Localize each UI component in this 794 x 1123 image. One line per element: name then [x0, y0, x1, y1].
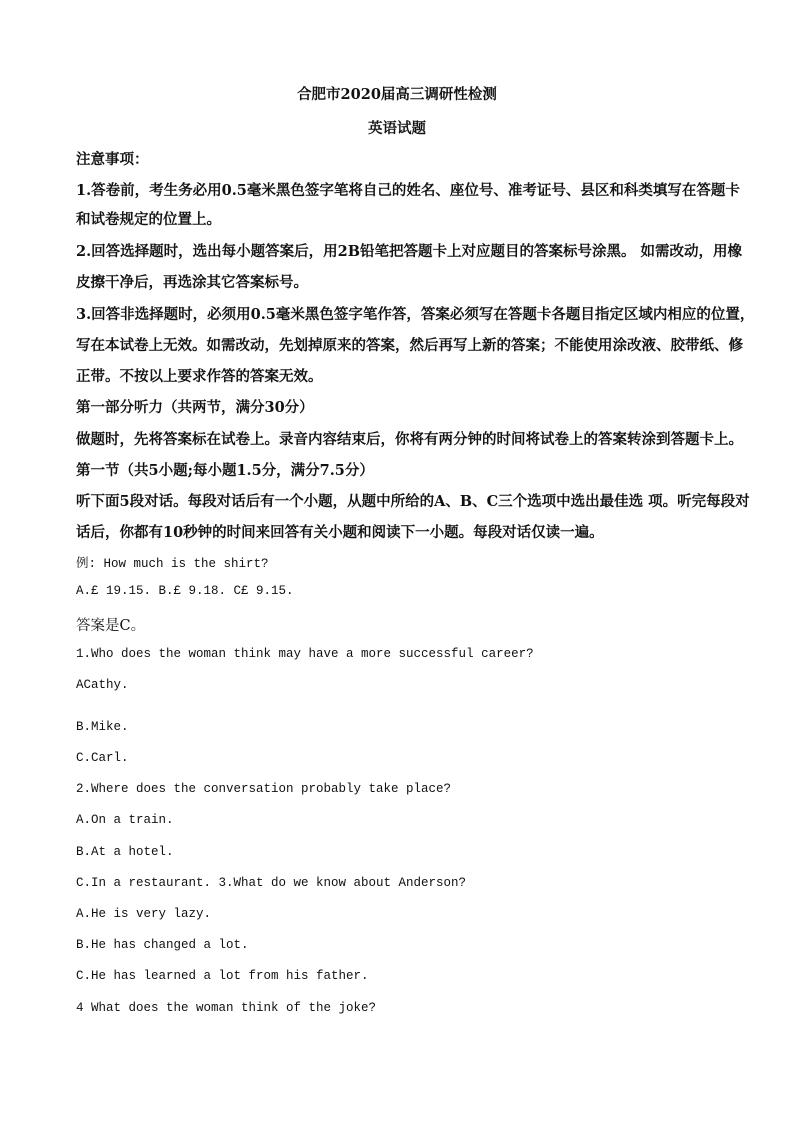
- option-line: C.Carl.: [76, 751, 129, 765]
- notes-line: 和试卷规定的位置上。: [76, 211, 221, 228]
- option-line: A.He is very lazy.: [76, 907, 212, 921]
- example-question: 例: How much is the shirt?: [76, 557, 269, 571]
- notes-line: 1.答卷前，考生务必用0.5毫米黑色签字笔将自己的姓名、座位号、准考证号、县区和科类填写在答题卡: [76, 182, 740, 199]
- section1-heading: 第一节（共5小题;每小题1.5分，满分7.5分）: [76, 462, 374, 479]
- section1-instruction: 听下面5段对话。每段对话后有一个小题，从题中所给的A、B、C三个选项中选出最佳选 项。听完每段对: [76, 493, 750, 510]
- notes-line: 写在本试卷上无效。如需改动，先划掉原来的答案，然后再写上新的答案；不能使用涂改液、胶带纸、修: [76, 337, 743, 354]
- section1-instruction: 话后，你都有10秒钟的时间来回答有关小题和阅读下一小题。每段对话仅读一遍。: [76, 524, 604, 541]
- question-line: 2.Where does the conversation probably take place?: [76, 782, 452, 796]
- notes-line: 皮擦干净后，再选涂其它答案标号。: [76, 274, 308, 291]
- option-line: B.He has changed a lot.: [76, 938, 249, 952]
- option-line: A.On a train.: [76, 813, 174, 827]
- page-title: 合肥市2020届高三调研性检测: [297, 86, 497, 103]
- question-line: 1.Who does the woman think may have a more successful career?: [76, 647, 534, 661]
- question-line: 4 What does the woman think of the joke?: [76, 1001, 377, 1015]
- notes-line: 正带。不按以上要求作答的答案无效。: [76, 368, 323, 385]
- option-line: C.He has learned a lot from his father.: [76, 969, 369, 983]
- option-line: ACathy.: [76, 678, 129, 692]
- notes-heading: 注意事项：: [76, 151, 149, 168]
- option-line: C.In a restaurant. 3.What do we know about Anderson?: [76, 876, 467, 890]
- part1-instruction: 做题时，先将答案标在试卷上。录音内容结束后，你将有两分钟的时间将试卷上的答案转涂到答题卡上。: [76, 431, 743, 448]
- example-answer: 答案是C。: [76, 618, 146, 634]
- part1-heading: 第一部分听力（共两节，满分30分）: [76, 399, 314, 416]
- notes-line: 3.回答非选择题时，必须用0.5毫米黑色签字笔作答，答案必须写在答题卡各题目指定区域内相应的位置，: [76, 306, 755, 323]
- notes-line: 2.回答选择题时，选出每小题答案后，用2B铅笔把答题卡上对应题目的答案标号涂黑。 如需改动，用橡: [76, 243, 743, 260]
- option-line: B.Mike.: [76, 720, 129, 734]
- page-subtitle: 英语试题: [368, 120, 426, 137]
- option-line: B.At a hotel.: [76, 845, 174, 859]
- example-options: A.£ 19.15. B.£ 9.18. C£ 9.15.: [76, 584, 294, 598]
